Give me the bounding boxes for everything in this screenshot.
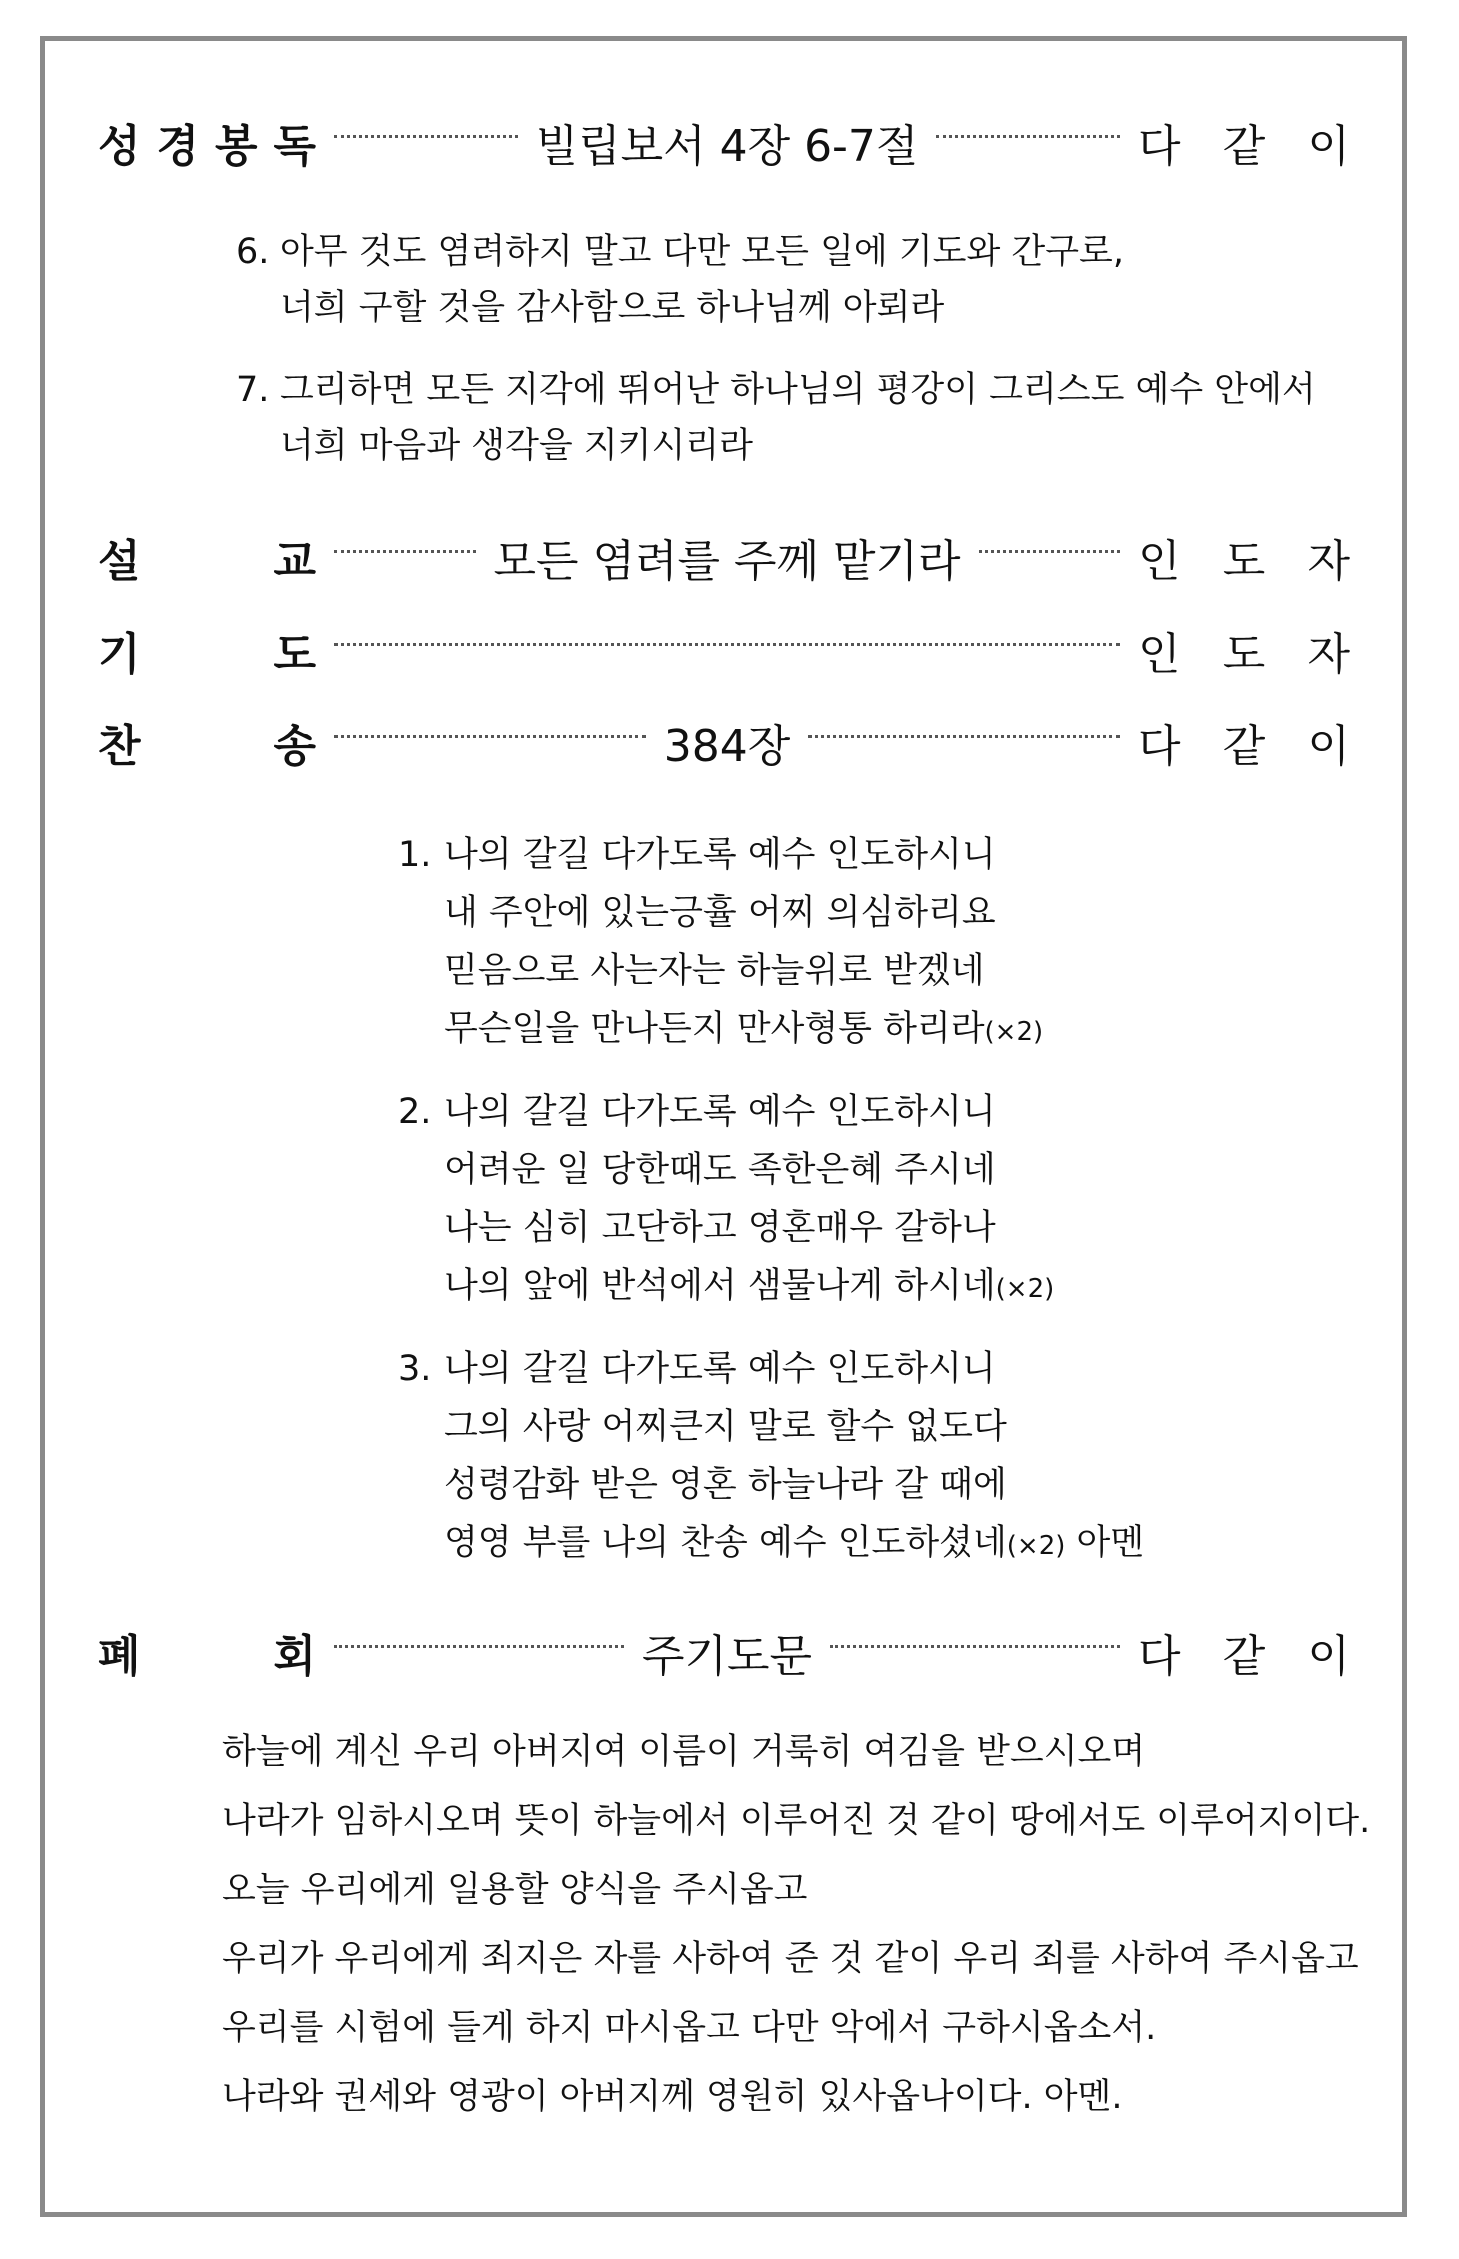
verse-7: 7. 그리하면 모든 지각에 뛰어난 하나님의 평강이 그리스도 예수 안에서 너희 마음과 생각을 지키시리라 <box>236 370 1316 466</box>
leader-dots <box>936 135 1120 138</box>
prayer-participant: 인 도 자 <box>1138 629 1350 680</box>
prayer-line: 나라와 권세와 영광이 아버지께 영원히 있사옵나이다. 아멘. <box>222 2077 1123 2117</box>
leader-dots <box>979 550 1121 553</box>
closing-participant: 다 같 이 <box>1138 1631 1350 1682</box>
prayer-line: 나라가 임하시오며 뜻이 하늘에서 이루어진 것 같이 땅에서도 이루어지이다. <box>222 1801 1371 1841</box>
sermon-label: 설 교 <box>98 536 316 587</box>
prayer-label: 기 도 <box>98 629 316 680</box>
hymn-participant: 다 같 이 <box>1138 721 1350 772</box>
hymn-stanza-2: 2. 나의 갈길 다가도록 예수 인도하시니 어려운 일 당한때도 족한은혜 주시네 나는 심히 고단하고 영혼매우 갈하나 나의 앞에 반석에서 샘물나게 하시네(×2) <box>398 1092 1055 1306</box>
leader-dots <box>334 135 518 138</box>
lords-prayer <box>222 1718 1370 2132</box>
leader-dots <box>334 735 646 738</box>
prayer-line: 우리가 우리에게 죄지은 자를 사하여 준 것 같이 우리 죄를 사하여 주시옵고 <box>222 1939 1359 1979</box>
sermon-row <box>98 525 1350 589</box>
scripture-participant: 다 같 이 <box>1138 121 1350 172</box>
closing-label: 폐 회 <box>98 1631 316 1682</box>
prayer-line: 하늘에 계신 우리 아버지여 이름이 거룩히 여김을 받으시오며 <box>222 1732 1146 1772</box>
scripture-reading-row <box>98 110 1350 174</box>
hymn-number: 384장 <box>663 721 791 772</box>
sermon-participant: 인 도 자 <box>1138 536 1350 587</box>
closing-row <box>98 1620 1350 1684</box>
verse-6: 6. 아무 것도 염려하지 말고 다만 모든 일에 기도와 간구로, 너희 구할 것을 감사함으로 하나님께 아뢰라 <box>236 232 1124 328</box>
hymn-stanza-1: 1. 나의 갈길 다가도록 예수 인도하시니 내 주안에 있는긍휼 어찌 의심하리요 믿음으로 사는자는 하늘위로 받겠네 무슨일을 만나든지 만사형통 하리라(×2) <box>398 835 1044 1049</box>
sermon-title: 모든 염려를 주께 맡기라 <box>493 536 961 587</box>
prayer-row <box>98 618 1350 682</box>
hymn-stanza-3: 3. 나의 갈길 다가도록 예수 인도하시니 그의 사랑 어찌큰지 말로 할수 없도다 성령감화 받은 영혼 하늘나라 갈 때에 영영 부를 나의 찬송 예수 인도하셨네(×2) 아멘 <box>398 1349 1145 1563</box>
closing-title: 주기도문 <box>642 1631 813 1682</box>
prayer-line: 우리를 시험에 들게 하지 마시옵고 다만 악에서 구하시옵소서. <box>222 2008 1157 2048</box>
leader-dots <box>808 735 1120 738</box>
hymn-row <box>98 710 1350 774</box>
prayer-line: 오늘 우리에게 일용할 양식을 주시옵고 <box>222 1870 808 1910</box>
scripture-reference: 빌립보서 4장 6-7절 <box>535 121 919 172</box>
hymn-label: 찬 송 <box>98 721 316 772</box>
scripture-reading-label: 성 경 봉 독 <box>98 121 316 172</box>
leader-dots <box>830 1645 1120 1648</box>
leader-dots <box>334 1645 624 1648</box>
leader-dots <box>334 643 1120 646</box>
leader-dots <box>334 550 476 553</box>
